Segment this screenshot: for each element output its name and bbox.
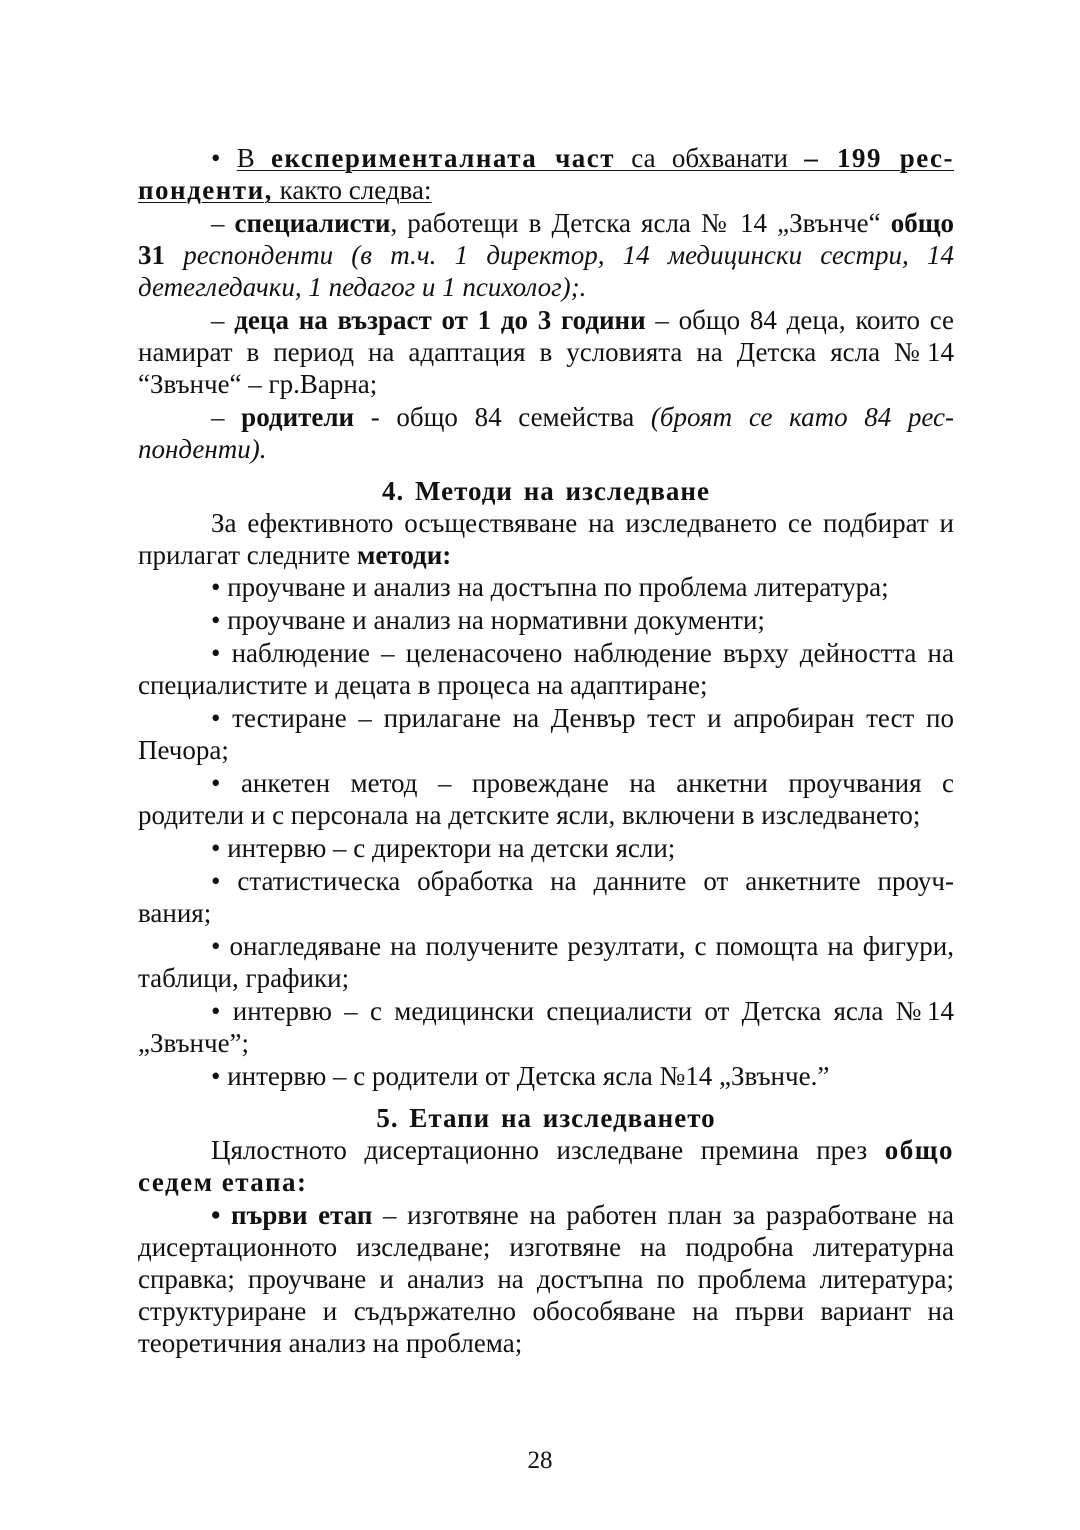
stages-intro-text: Цялостното дисертационно изследване премина през — [211, 1135, 885, 1165]
specialists-detail: респонденти (в т.ч. 1 директор, 14 медицински сестри, 14 детегледачки, 1 педагог и 1 психолог);. — [138, 240, 954, 302]
method-item: • проучване и анализ на достъпна по проблема литература; — [211, 572, 889, 602]
method-item: • интервю – с директори на детски ясли; — [211, 833, 676, 863]
dash: – — [211, 402, 242, 432]
stages-heading: 5. Етапи на изследването — [376, 1103, 716, 1133]
experimental-part-label: експерименталната част — [270, 143, 616, 173]
children-paragraph — [138, 304, 954, 400]
bullet: • — [211, 143, 237, 173]
specialists-total: общо 31 — [138, 208, 954, 270]
stages-intro-bold: общо седем етапа: — [138, 1135, 954, 1197]
respondent-count: – 199 рес-понденти, — [138, 143, 954, 205]
first-stage-text: – изготвяне на работен план за разработване на дисертационното изследване; изготвяне на подробна литературна справка; проучване и анализ на достъпна по проблема литература; структуриране и съдържателно обособяване на първи вариант на теоретичния анализ на проблема; — [138, 1200, 954, 1358]
stages-intro — [138, 1134, 954, 1198]
method-item: • проучване и анализ на нормативни документи; — [211, 605, 765, 635]
method-item: • наблюдение – целенасочено наблюдение върху дейността на специалистите и децата в процеса на адаптиране; — [138, 638, 954, 700]
document-page — [138, 142, 954, 1359]
method-item: • тестиране – прилагане на Денвър тест и апробиран тест по Печора; — [138, 703, 954, 765]
dash: – — [211, 208, 235, 238]
dash: – — [211, 305, 235, 335]
children-label: деца на възраст от 1 до 3 години — [234, 305, 646, 335]
specialists-text: , работещи в Детска ясла № 14 „Звънче“ — [390, 208, 891, 238]
method-item: • анкетен метод – провеждане на анкетни проучвания с родители и с персонала на детските ясли, включени в изследването; — [138, 768, 954, 830]
intro-tail: както следва: — [272, 175, 432, 205]
first-stage-paragraph — [138, 1199, 954, 1359]
methods-heading: 4. Методи на изследване — [382, 476, 710, 506]
methods-intro-text: За ефективното осъществяване на изследването се подбират и прилагат следните — [138, 508, 954, 570]
method-item: • интервю – с медицински специалисти от Детска ясла №14 „Звънче”; — [138, 996, 954, 1058]
parents-text: - общо 84 семейства — [354, 402, 651, 432]
method-item: • интервю – с родители от Детска ясла №14 „Звънче.” — [211, 1061, 830, 1091]
page-number: 28 — [527, 1447, 553, 1474]
intro-middle: са обхванати — [615, 143, 805, 173]
first-stage-label: • първи етап — [211, 1200, 373, 1230]
methods-intro — [138, 507, 954, 571]
parents-note: (броят се като 84 рес-понденти). — [138, 402, 955, 464]
sample-intro-paragraph — [138, 142, 954, 206]
parents-label: родители — [241, 402, 355, 432]
specialists-paragraph — [138, 207, 954, 303]
methods-intro-bold: методи: — [357, 540, 452, 570]
method-item: • онагледяване на получените резултати, с помощта на фигури, таблици, графики; — [138, 931, 954, 993]
parents-paragraph — [138, 401, 954, 465]
method-item: • статистическа обработка на данните от анкетните проуч-вания; — [138, 866, 954, 928]
specialists-label: специалисти — [234, 208, 391, 238]
children-text: – общо 84 деца, които се намират в период на адаптация в условията на Детска ясла №14 “Звънче“ – гр.Варна; — [138, 305, 954, 399]
methods-list — [138, 571, 954, 1092]
intro-lead: В — [236, 143, 271, 173]
